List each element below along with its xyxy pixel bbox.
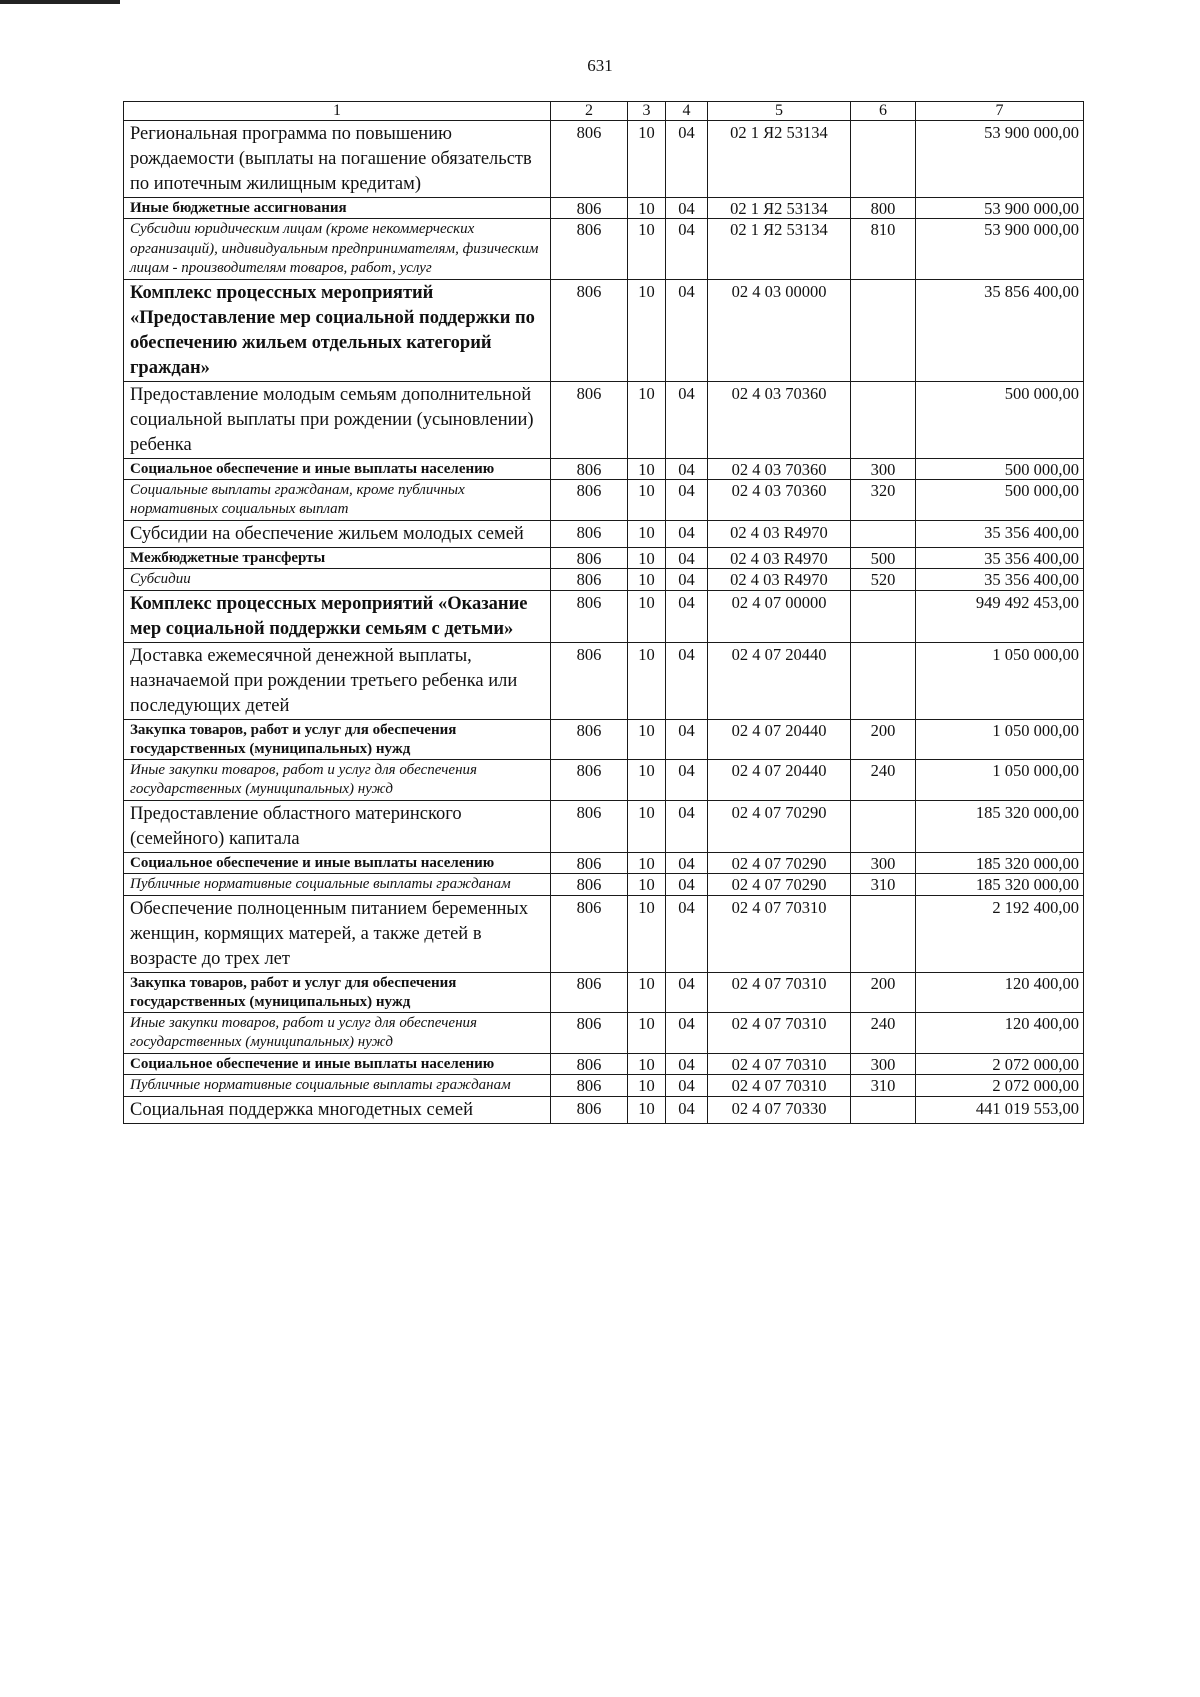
cell-expense-type: 300 bbox=[851, 1053, 916, 1074]
cell-section: 10 bbox=[628, 895, 666, 972]
table-row bbox=[124, 279, 1084, 381]
cell-amount: 185 320 000,00 bbox=[916, 873, 1084, 895]
cell-subsection: 04 bbox=[666, 1012, 708, 1053]
cell-code-806: 806 bbox=[551, 590, 628, 642]
column-header: 2 bbox=[551, 102, 628, 121]
cell-target-article: 02 1 Я2 53134 bbox=[708, 219, 851, 280]
table-row bbox=[124, 1074, 1084, 1096]
cell-subsection: 04 bbox=[666, 1074, 708, 1096]
table-row bbox=[124, 800, 1084, 852]
cell-amount: 2 192 400,00 bbox=[916, 895, 1084, 972]
cell-code-806: 806 bbox=[551, 520, 628, 547]
cell-expense-type bbox=[851, 642, 916, 719]
cell-target-article: 02 4 07 70310 bbox=[708, 895, 851, 972]
cell-code-806: 806 bbox=[551, 219, 628, 280]
table-row bbox=[124, 1053, 1084, 1074]
cell-code-806: 806 bbox=[551, 800, 628, 852]
row-description: Закупка товаров, работ и услуг для обеспечения государственных (муниципальных) нужд bbox=[124, 719, 551, 759]
cell-amount: 1 050 000,00 bbox=[916, 759, 1084, 800]
cell-section: 10 bbox=[628, 719, 666, 759]
table-row bbox=[124, 972, 1084, 1012]
cell-code-806: 806 bbox=[551, 852, 628, 873]
cell-section: 10 bbox=[628, 458, 666, 479]
cell-section: 10 bbox=[628, 547, 666, 568]
cell-subsection: 04 bbox=[666, 800, 708, 852]
cell-amount: 120 400,00 bbox=[916, 1012, 1084, 1053]
column-header: 1 bbox=[124, 102, 551, 121]
table-row bbox=[124, 381, 1084, 458]
budget-table bbox=[123, 101, 1084, 1124]
cell-section: 10 bbox=[628, 1012, 666, 1053]
cell-subsection: 04 bbox=[666, 219, 708, 280]
cell-subsection: 04 bbox=[666, 852, 708, 873]
cell-amount: 185 320 000,00 bbox=[916, 852, 1084, 873]
cell-expense-type bbox=[851, 121, 916, 198]
column-header: 5 bbox=[708, 102, 851, 121]
cell-target-article: 02 4 03 R4970 bbox=[708, 520, 851, 547]
row-description: Предоставление молодым семьям дополнительной социальной выплаты при рождении (усыновлении) ребенка bbox=[124, 381, 551, 458]
table-row bbox=[124, 458, 1084, 479]
page-number: 631 bbox=[587, 56, 613, 75]
cell-section: 10 bbox=[628, 759, 666, 800]
cell-subsection: 04 bbox=[666, 1096, 708, 1123]
cell-section: 10 bbox=[628, 568, 666, 590]
cell-expense-type: 810 bbox=[851, 219, 916, 280]
table-row bbox=[124, 568, 1084, 590]
row-description: Закупка товаров, работ и услуг для обеспечения государственных (муниципальных) нужд bbox=[124, 972, 551, 1012]
cell-expense-type bbox=[851, 381, 916, 458]
cell-expense-type: 200 bbox=[851, 719, 916, 759]
cell-amount: 441 019 553,00 bbox=[916, 1096, 1084, 1123]
row-description: Социальные выплаты гражданам, кроме публичных нормативных социальных выплат bbox=[124, 479, 551, 520]
cell-expense-type: 320 bbox=[851, 479, 916, 520]
row-description: Публичные нормативные социальные выплаты гражданам bbox=[124, 873, 551, 895]
cell-amount: 53 900 000,00 bbox=[916, 121, 1084, 198]
cell-subsection: 04 bbox=[666, 458, 708, 479]
cell-section: 10 bbox=[628, 1096, 666, 1123]
cell-amount: 949 492 453,00 bbox=[916, 590, 1084, 642]
cell-section: 10 bbox=[628, 972, 666, 1012]
cell-subsection: 04 bbox=[666, 590, 708, 642]
row-description: Социальное обеспечение и иные выплаты населению bbox=[124, 458, 551, 479]
cell-code-806: 806 bbox=[551, 873, 628, 895]
cell-expense-type: 500 bbox=[851, 547, 916, 568]
table-row bbox=[124, 590, 1084, 642]
table-row bbox=[124, 719, 1084, 759]
row-description: Межбюджетные трансферты bbox=[124, 547, 551, 568]
cell-section: 10 bbox=[628, 479, 666, 520]
cell-amount: 35 356 400,00 bbox=[916, 568, 1084, 590]
cell-code-806: 806 bbox=[551, 719, 628, 759]
cell-subsection: 04 bbox=[666, 568, 708, 590]
cell-expense-type: 310 bbox=[851, 873, 916, 895]
cell-subsection: 04 bbox=[666, 520, 708, 547]
cell-code-806: 806 bbox=[551, 972, 628, 1012]
cell-code-806: 806 bbox=[551, 1012, 628, 1053]
cell-subsection: 04 bbox=[666, 642, 708, 719]
table-row bbox=[124, 1096, 1084, 1123]
row-description: Социальное обеспечение и иные выплаты населению bbox=[124, 852, 551, 873]
table-row bbox=[124, 520, 1084, 547]
cell-code-806: 806 bbox=[551, 458, 628, 479]
cell-section: 10 bbox=[628, 381, 666, 458]
table-row bbox=[124, 547, 1084, 568]
cell-section: 10 bbox=[628, 642, 666, 719]
column-header: 7 bbox=[916, 102, 1084, 121]
table-row bbox=[124, 1012, 1084, 1053]
cell-expense-type: 240 bbox=[851, 759, 916, 800]
cell-code-806: 806 bbox=[551, 568, 628, 590]
table-row bbox=[124, 873, 1084, 895]
cell-amount: 500 000,00 bbox=[916, 381, 1084, 458]
cell-section: 10 bbox=[628, 1074, 666, 1096]
cell-section: 10 bbox=[628, 121, 666, 198]
cell-expense-type: 200 bbox=[851, 972, 916, 1012]
cell-subsection: 04 bbox=[666, 547, 708, 568]
row-description: Субсидии bbox=[124, 568, 551, 590]
cell-code-806: 806 bbox=[551, 895, 628, 972]
cell-target-article: 02 4 07 20440 bbox=[708, 719, 851, 759]
cell-target-article: 02 4 03 70360 bbox=[708, 479, 851, 520]
cell-target-article: 02 4 03 00000 bbox=[708, 279, 851, 381]
cell-section: 10 bbox=[628, 800, 666, 852]
row-description: Комплекс процессных мероприятий «Предоставление мер социальной поддержки по обеспечению жильем отдельных категорий граждан» bbox=[124, 279, 551, 381]
table-row bbox=[124, 852, 1084, 873]
cell-target-article: 02 4 07 70290 bbox=[708, 852, 851, 873]
cell-target-article: 02 4 07 00000 bbox=[708, 590, 851, 642]
cell-amount: 2 072 000,00 bbox=[916, 1074, 1084, 1096]
cell-target-article: 02 4 07 70310 bbox=[708, 1012, 851, 1053]
cell-section: 10 bbox=[628, 873, 666, 895]
cell-code-806: 806 bbox=[551, 479, 628, 520]
cell-target-article: 02 4 03 R4970 bbox=[708, 568, 851, 590]
cell-amount: 120 400,00 bbox=[916, 972, 1084, 1012]
table-row bbox=[124, 895, 1084, 972]
cell-subsection: 04 bbox=[666, 719, 708, 759]
cell-code-806: 806 bbox=[551, 1074, 628, 1096]
cell-section: 10 bbox=[628, 520, 666, 547]
row-description: Субсидии юридическим лицам (кроме некоммерческих организаций), индивидуальным предпринимателям, физическим лицам - производителям товаров, работ, услуг bbox=[124, 219, 551, 280]
cell-expense-type: 240 bbox=[851, 1012, 916, 1053]
table-row bbox=[124, 759, 1084, 800]
cell-subsection: 04 bbox=[666, 1053, 708, 1074]
cell-subsection: 04 bbox=[666, 873, 708, 895]
row-description: Публичные нормативные социальные выплаты гражданам bbox=[124, 1074, 551, 1096]
row-description: Региональная программа по повышению рождаемости (выплаты на погашение обязательств по ипотечным жилищным кредитам) bbox=[124, 121, 551, 198]
cell-target-article: 02 4 03 R4970 bbox=[708, 547, 851, 568]
cell-code-806: 806 bbox=[551, 1053, 628, 1074]
cell-code-806: 806 bbox=[551, 547, 628, 568]
cell-section: 10 bbox=[628, 198, 666, 219]
column-header: 3 bbox=[628, 102, 666, 121]
cell-section: 10 bbox=[628, 852, 666, 873]
cell-section: 10 bbox=[628, 219, 666, 280]
row-description: Иные бюджетные ассигнования bbox=[124, 198, 551, 219]
cell-subsection: 04 bbox=[666, 198, 708, 219]
cell-subsection: 04 bbox=[666, 972, 708, 1012]
cell-target-article: 02 4 07 70290 bbox=[708, 873, 851, 895]
cell-target-article: 02 4 07 20440 bbox=[708, 759, 851, 800]
cell-code-806: 806 bbox=[551, 642, 628, 719]
cell-amount: 1 050 000,00 bbox=[916, 719, 1084, 759]
column-header: 6 bbox=[851, 102, 916, 121]
cell-code-806: 806 bbox=[551, 198, 628, 219]
table-row bbox=[124, 121, 1084, 198]
cell-section: 10 bbox=[628, 1053, 666, 1074]
cell-target-article: 02 4 07 20440 bbox=[708, 642, 851, 719]
cell-amount: 53 900 000,00 bbox=[916, 219, 1084, 280]
cell-amount: 35 856 400,00 bbox=[916, 279, 1084, 381]
cell-subsection: 04 bbox=[666, 759, 708, 800]
cell-amount: 1 050 000,00 bbox=[916, 642, 1084, 719]
cell-target-article: 02 4 07 70310 bbox=[708, 972, 851, 1012]
scan-edge-line bbox=[0, 0, 120, 4]
row-description: Социальная поддержка многодетных семей bbox=[124, 1096, 551, 1123]
cell-code-806: 806 bbox=[551, 759, 628, 800]
cell-amount: 35 356 400,00 bbox=[916, 547, 1084, 568]
cell-expense-type: 300 bbox=[851, 852, 916, 873]
row-description: Иные закупки товаров, работ и услуг для обеспечения государственных (муниципальных) нужд bbox=[124, 759, 551, 800]
cell-expense-type: 520 bbox=[851, 568, 916, 590]
cell-subsection: 04 bbox=[666, 279, 708, 381]
row-description: Социальное обеспечение и иные выплаты населению bbox=[124, 1053, 551, 1074]
cell-code-806: 806 bbox=[551, 381, 628, 458]
cell-expense-type: 800 bbox=[851, 198, 916, 219]
cell-code-806: 806 bbox=[551, 121, 628, 198]
cell-section: 10 bbox=[628, 590, 666, 642]
column-header: 4 bbox=[666, 102, 708, 121]
table-row bbox=[124, 198, 1084, 219]
table-row bbox=[124, 219, 1084, 280]
cell-target-article: 02 4 03 70360 bbox=[708, 458, 851, 479]
cell-section: 10 bbox=[628, 279, 666, 381]
cell-code-806: 806 bbox=[551, 1096, 628, 1123]
cell-target-article: 02 4 07 70310 bbox=[708, 1053, 851, 1074]
row-description: Комплекс процессных мероприятий «Оказание мер социальной поддержки семьям с детьми» bbox=[124, 590, 551, 642]
cell-target-article: 02 4 07 70310 bbox=[708, 1074, 851, 1096]
cell-expense-type: 310 bbox=[851, 1074, 916, 1096]
row-description: Субсидии на обеспечение жильем молодых семей bbox=[124, 520, 551, 547]
cell-amount: 35 356 400,00 bbox=[916, 520, 1084, 547]
cell-amount: 500 000,00 bbox=[916, 479, 1084, 520]
cell-code-806: 806 bbox=[551, 279, 628, 381]
table-header-row bbox=[124, 102, 1084, 121]
cell-target-article: 02 4 03 70360 bbox=[708, 381, 851, 458]
cell-subsection: 04 bbox=[666, 381, 708, 458]
row-description: Доставка ежемесячной денежной выплаты, назначаемой при рождении третьего ребенка или последующих детей bbox=[124, 642, 551, 719]
cell-target-article: 02 4 07 70330 bbox=[708, 1096, 851, 1123]
cell-amount: 500 000,00 bbox=[916, 458, 1084, 479]
cell-subsection: 04 bbox=[666, 479, 708, 520]
row-description: Обеспечение полноценным питанием беременных женщин, кормящих матерей, а также детей в возрасте до трех лет bbox=[124, 895, 551, 972]
cell-expense-type bbox=[851, 1096, 916, 1123]
row-description: Иные закупки товаров, работ и услуг для обеспечения государственных (муниципальных) нужд bbox=[124, 1012, 551, 1053]
cell-subsection: 04 bbox=[666, 121, 708, 198]
cell-expense-type bbox=[851, 895, 916, 972]
cell-amount: 53 900 000,00 bbox=[916, 198, 1084, 219]
cell-expense-type: 300 bbox=[851, 458, 916, 479]
cell-amount: 185 320 000,00 bbox=[916, 800, 1084, 852]
cell-expense-type bbox=[851, 800, 916, 852]
cell-target-article: 02 1 Я2 53134 bbox=[708, 198, 851, 219]
cell-expense-type bbox=[851, 279, 916, 381]
table-row bbox=[124, 642, 1084, 719]
cell-amount: 2 072 000,00 bbox=[916, 1053, 1084, 1074]
cell-target-article: 02 1 Я2 53134 bbox=[708, 121, 851, 198]
cell-subsection: 04 bbox=[666, 895, 708, 972]
cell-target-article: 02 4 07 70290 bbox=[708, 800, 851, 852]
row-description: Предоставление областного материнского (семейного) капитала bbox=[124, 800, 551, 852]
table-row bbox=[124, 479, 1084, 520]
cell-expense-type bbox=[851, 590, 916, 642]
cell-expense-type bbox=[851, 520, 916, 547]
